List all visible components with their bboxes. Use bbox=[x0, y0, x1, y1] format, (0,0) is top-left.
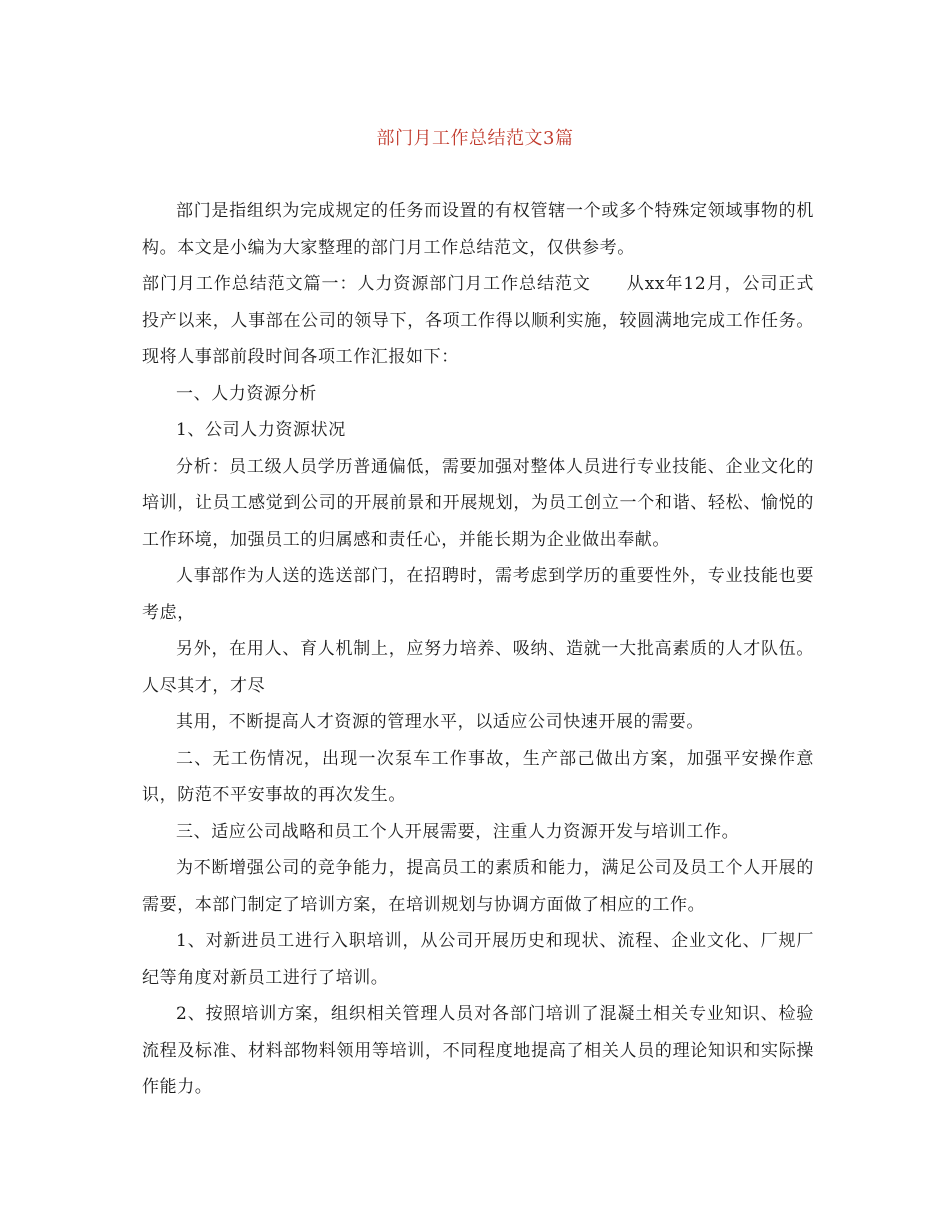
list-item-onboarding: 1、对新进员工进行入职培训，从公司开展历史和现状、流程、企业文化、厂规厂纪等角度对新员工进行了培训。 bbox=[142, 931, 814, 988]
heading-training-strategy: 三、适应公司战略和员工个人开展需要，注重人力资源开发与培训工作。 bbox=[176, 821, 740, 842]
paragraph-article-one-intro: 部门月工作总结范文篇一：人力资源部门月工作总结范文 从xx年12月，公司正式投产以来，人事部在公司的领导下，各项工作得以顺利实施，较圆满地完成工作任务。现将人事部前段时间各项工作汇报如下： bbox=[142, 274, 814, 367]
paragraph-training-plan: 为不断增强公司的竞争能力，提高员工的素质和能力，满足公司及员工个人开展的需要，本部门制定了培训方案，在培训规划与协调方面做了相应的工作。 bbox=[142, 858, 814, 915]
document-body bbox=[142, 193, 814, 1106]
paragraph-talent-mechanism: 另外，在用人、育人机制上，应努力培养、吸纳、造就一大批高素质的人才队伍。人尽其才，才尽 bbox=[142, 639, 814, 696]
paragraph-intro: 部门是指组织为完成规定的任务而设置的有权管辖一个或多个特殊定领域事物的机构。本文是小编为大家整理的部门月工作总结范文，仅供参考。 bbox=[142, 201, 814, 258]
paragraph-talent-use: 其用，不断提高人才资源的管理水平，以适应公司快速开展的需要。 bbox=[176, 712, 704, 732]
document-title: 部门月工作总结范文3篇 bbox=[376, 128, 574, 149]
heading-safety: 二、无工伤情况，出现一次泵车工作事故，生产部己做出方案，加强平安操作意识，防范不平安事故的再次发生。 bbox=[142, 748, 814, 805]
paragraph-recruitment: 人事部作为人送的选送部门，在招聘时，需考虑到学历的重要性外，专业技能也要考虑， bbox=[142, 566, 814, 623]
subheading-hr-status: 1、公司人力资源状况 bbox=[176, 420, 346, 440]
list-item-management-training: 2、按照培训方案，组织相关管理人员对各部门培训了混凝土相关专业知识、检验流程及标准、材料部物料领用等培训，不同程度地提高了相关人员的理论知识和实际操作能力。 bbox=[142, 1004, 814, 1097]
paragraph-analysis: 分析：员工级人员学历普通偏低，需要加强对整体人员进行专业技能、企业文化的培训，让员工感觉到公司的开展前景和开展规划，为员工创立一个和谐、轻松、愉悦的工作环境，加强员工的归属感和责任心，并能长期为企业做出奉献。 bbox=[142, 456, 814, 550]
heading-hr-analysis: 一、人力资源分析 bbox=[176, 383, 317, 404]
